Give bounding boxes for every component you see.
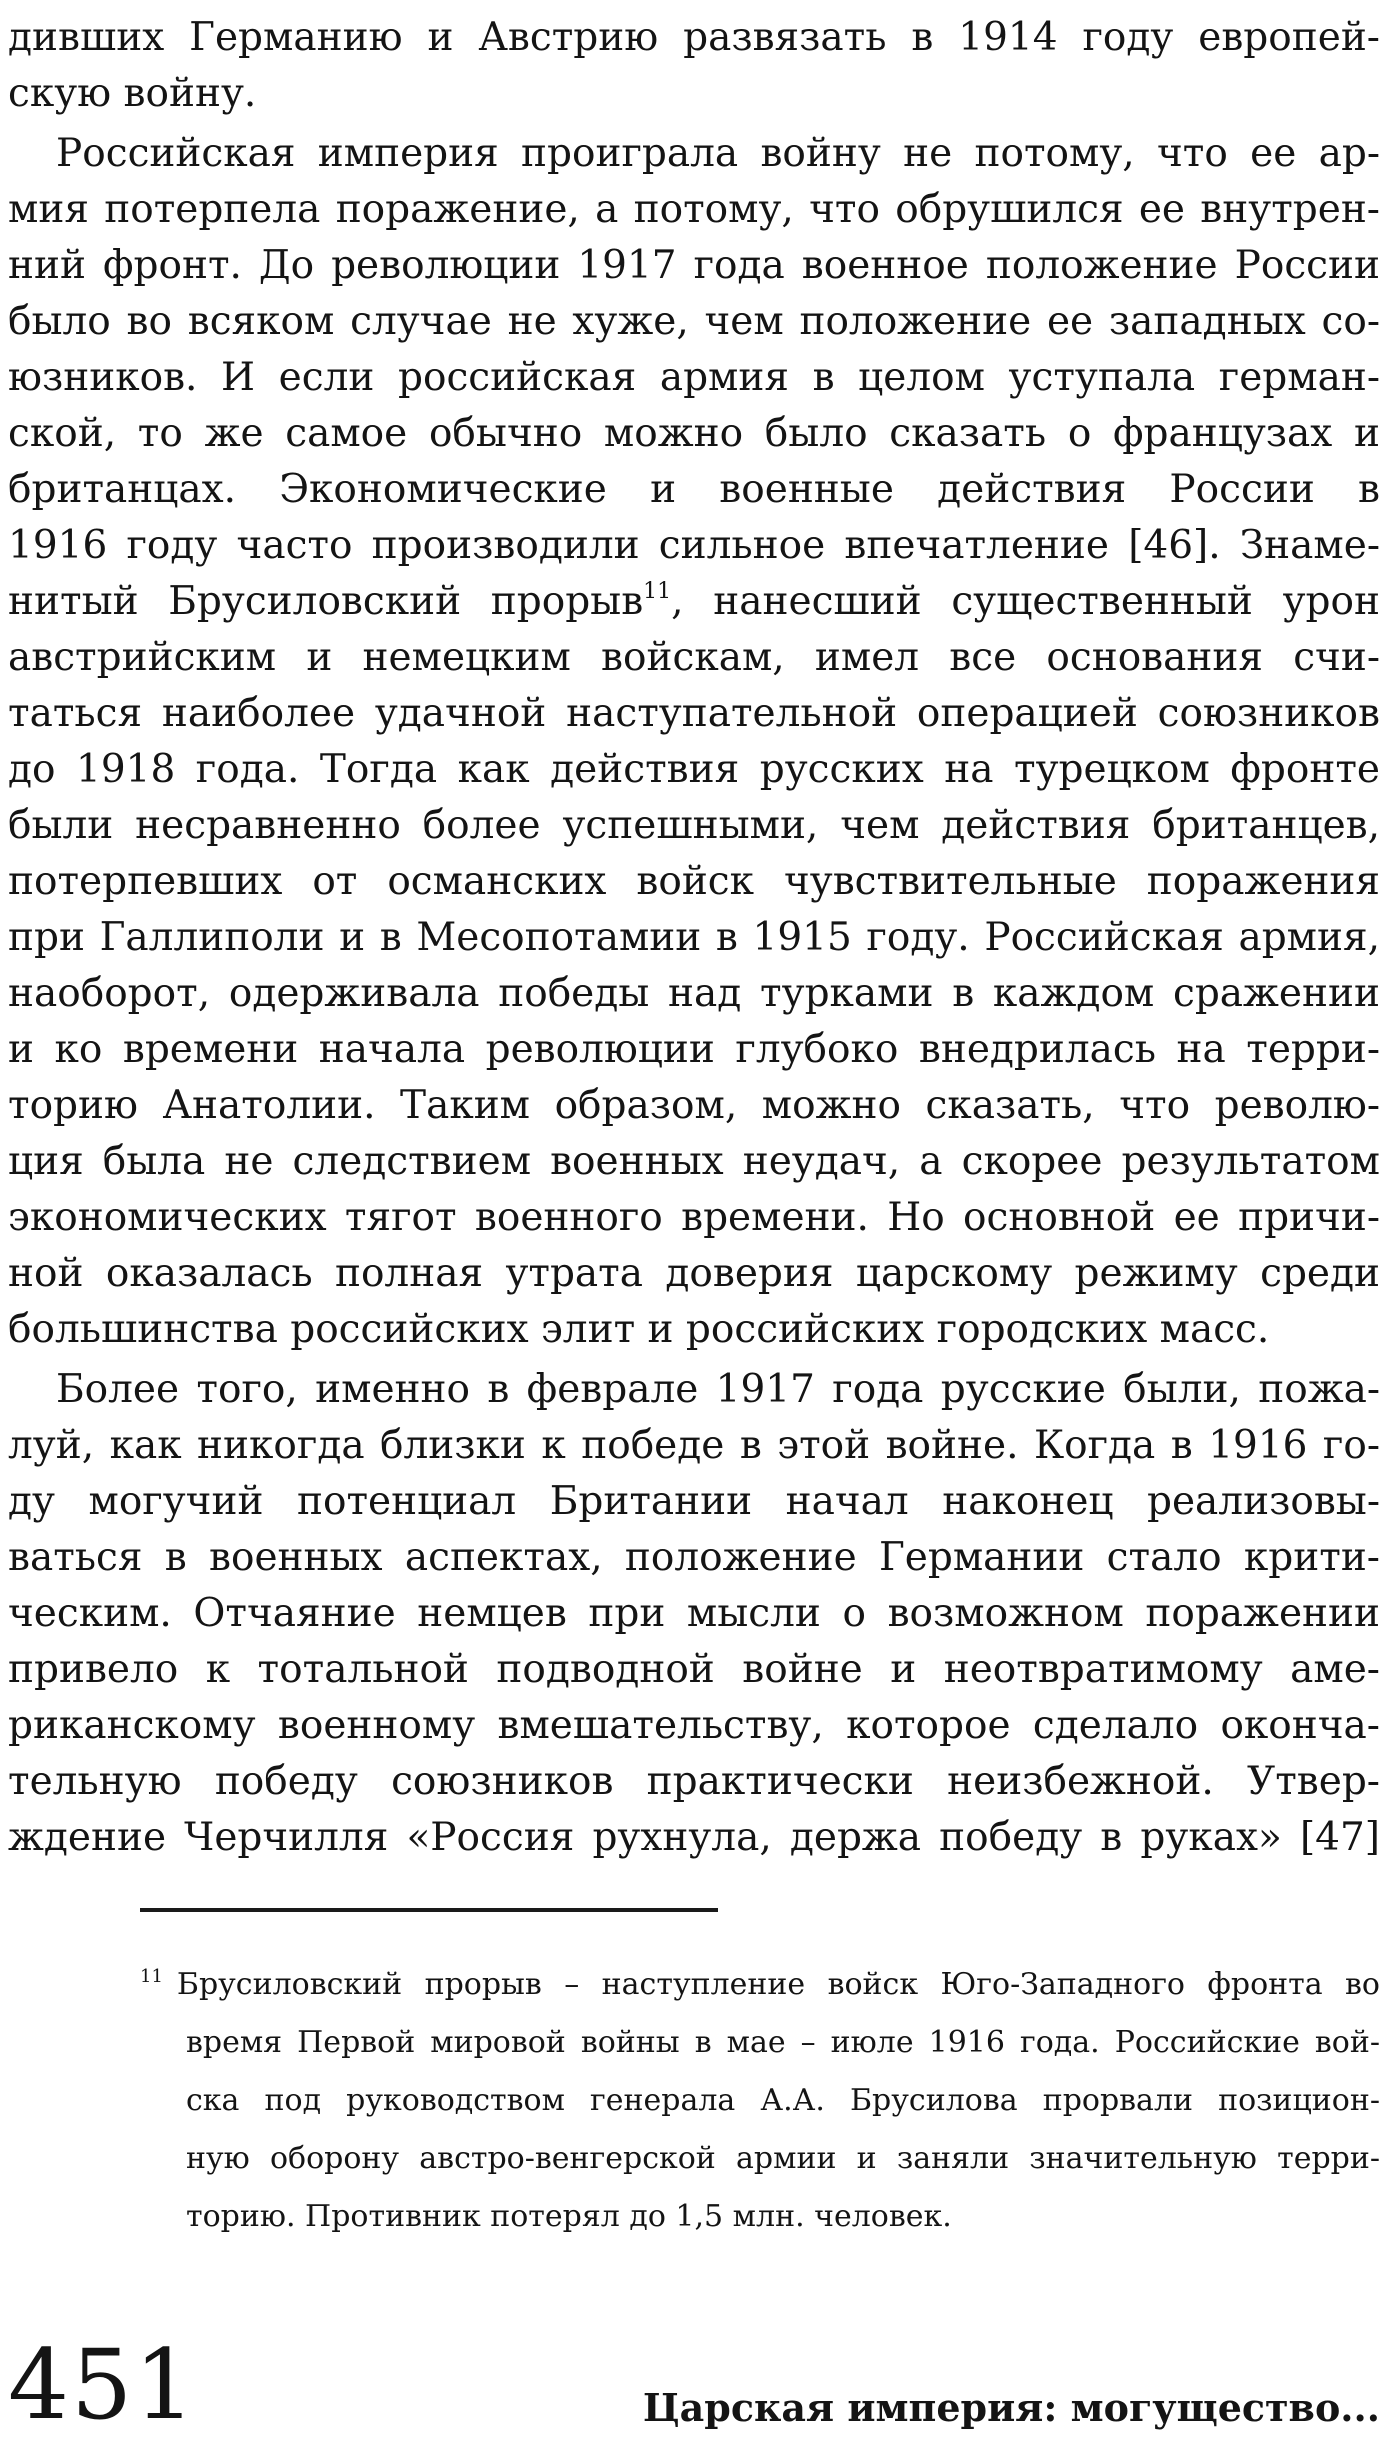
body-line: наоборот, одерживала победы над турками в каждом сражении	[8, 971, 1380, 1016]
body-line: ду могучий потенциал Британии начал наконец реализовы-	[8, 1479, 1380, 1524]
body-line: экономических тягот военного времени. Но основной ее причи-	[8, 1195, 1380, 1240]
body-line: при Галлиполи и в Месопотамии в 1915 году. Российская армия,	[8, 915, 1380, 960]
body-line: и ко времени начала революции глубоко внедрилась на терри-	[8, 1027, 1380, 1072]
body-line: юзников. И если российская армия в целом уступала герман-	[8, 355, 1380, 400]
footnote-line: торию. Противник потерял до 1,5 млн. человек.	[186, 2199, 952, 2234]
footnote-line: ска под руководством генерала А.А. Брусилова прорвали позицион-	[186, 2083, 1380, 2118]
body-line: дивших Германию и Австрию развязать в 1914 году европей-	[8, 15, 1380, 60]
body-line: таться наиболее удачной наступательной операцией союзников	[8, 691, 1380, 736]
paragraph-first-line: Российская империя проиграла войну не потому, что ее ар-	[56, 131, 1380, 176]
footnote-line	[140, 1956, 1380, 2014]
body-line: риканскому военному вмешательству, которое сделало оконча-	[8, 1703, 1380, 1748]
body-line: мия потерпела поражение, а потому, что обрушился ее внутрен-	[8, 187, 1380, 232]
body-line: 1916 году часто производили сильное впечатление [46]. Знаме-	[8, 523, 1380, 568]
body-line: ваться в военных аспектах, положение Германии стало крити-	[8, 1535, 1380, 1580]
body-line: до 1918 года. Тогда как действия русских на турецком фронте	[8, 747, 1380, 792]
body-line: торию Анатолии. Таким образом, можно сказать, что револю-	[8, 1083, 1380, 1128]
footnote-line: ную оборону австро-венгерской армии и заняли значительную терри-	[186, 2141, 1380, 2176]
paragraph-first-line: Более того, именно в феврале 1917 года русские были, пожа-	[56, 1367, 1380, 1412]
body-line: ской, то же самое обычно можно было сказать о французах и	[8, 411, 1380, 456]
page-number: 451	[8, 2329, 198, 2441]
body-line: австрийским и немецким войскам, имел все основания счи-	[8, 635, 1380, 680]
body-line-with-footnote-ref	[8, 574, 1380, 630]
body-line: были несравненно более успешными, чем действия британцев,	[8, 803, 1380, 848]
body-line: привело к тотальной подводной войне и неотвратимому аме-	[8, 1647, 1380, 1692]
body-line: было во всяком случае не хуже, чем положение ее западных со-	[8, 299, 1380, 344]
footnote-text: Брусиловский прорыв – наступление войск Юго-Западного фронта во	[176, 1967, 1380, 2002]
footnote-marker: 11	[140, 1966, 163, 1987]
body-line: потерпевших от османских войск чувствительные поражения	[8, 859, 1380, 904]
body-line: тельную победу союзников практически неизбежной. Утвер-	[8, 1759, 1380, 1804]
body-line: ной оказалась полная утрата доверия царскому режиму среди	[8, 1251, 1380, 1296]
body-line: британцах. Экономические и военные действия России в	[8, 467, 1380, 512]
body-line: скую войну.	[8, 71, 257, 116]
body-text: , нанесший существенный урон	[671, 579, 1380, 624]
body-text: нитый Брусиловский прорыв	[8, 579, 644, 624]
footnote-separator	[140, 1908, 718, 1912]
body-line: ция была не следствием военных неудач, а скорее результатом	[8, 1139, 1380, 1184]
footnote-line: время Первой мировой войны в мае – июле 1916 года. Российские вой-	[186, 2025, 1380, 2060]
body-line: луй, как никогда близки к победе в этой войне. Когда в 1916 го-	[8, 1423, 1380, 1468]
body-line: ческим. Отчаяние немцев при мысли о возможном поражении	[8, 1591, 1380, 1636]
body-line: ний фронт. До революции 1917 года военное положение России	[8, 243, 1380, 288]
running-title: Царская империя: могущество...	[642, 2385, 1380, 2430]
body-line: ждение Черчилля «Россия рухнула, держа победу в руках» [47]	[8, 1815, 1380, 1860]
body-line: большинства российских элит и российских городских масс.	[8, 1307, 1270, 1352]
footnote-ref[interactable]: 11	[643, 579, 672, 604]
